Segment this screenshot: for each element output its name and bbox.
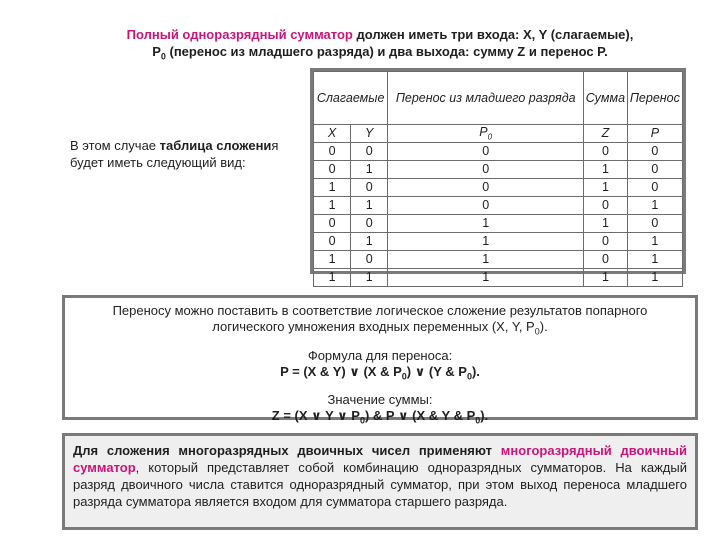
table-cell: 0	[388, 142, 584, 160]
multidigit-adder-box	[62, 433, 698, 530]
table-cell: 0	[584, 232, 628, 250]
intro-text	[60, 26, 700, 66]
table-cell: 1	[388, 232, 584, 250]
carry-formula-box	[62, 295, 698, 426]
header-carry-out: Перенос	[627, 72, 682, 125]
table-row	[314, 250, 683, 268]
multi-lead: Для сложения многоразрядных двоичных чисел применяют	[73, 443, 501, 458]
table-cell: 1	[627, 250, 682, 268]
carry-title: Формула для переноса:	[307, 347, 453, 363]
intro-text-1: должен иметь три входа: X, Y (слагаемые),	[352, 27, 634, 42]
table-cell: 1	[584, 178, 628, 196]
header-addends: Слагаемые	[314, 72, 388, 125]
table-cell: 1	[351, 196, 388, 214]
table-cell: 1	[314, 268, 351, 286]
table-cell: 1	[351, 268, 388, 286]
multi-rest: , который представляет собой комбинацию одноразрядных сумматоров. На каждый разряд двоичного числа ставится одноразрядный сумматор, при этом выход переноса младшего разряда сумматора является входом для сумматора старшего разряда.	[73, 460, 687, 509]
table-cell: 0	[584, 250, 628, 268]
table-cell: 0	[584, 142, 628, 160]
side-note-bold: таблица сложени	[159, 138, 272, 153]
table-cell: 0	[388, 196, 584, 214]
side-note: В этом случае таблица сложения будет иметь следующий вид:	[70, 138, 279, 170]
subheader-x: X	[314, 125, 351, 143]
table-cell: 1	[627, 268, 682, 286]
carry-formula: P = (X & Y) ∨ (X & $P_0$) ∨ (Y & $P_0$).	[280, 363, 480, 382]
table-cell: 1	[388, 214, 584, 232]
subheader-z: Z	[584, 125, 628, 143]
addition-table	[310, 68, 686, 284]
table-cell: 0	[388, 178, 584, 196]
table-cell: 0	[627, 160, 682, 178]
header-carry-in: Перенос из младшего разряда	[388, 72, 584, 125]
table-cell: 0	[314, 214, 351, 232]
subheader-p0: $P_0$	[388, 125, 584, 143]
table-row	[314, 268, 683, 286]
table-cell: 1	[627, 232, 682, 250]
table-cell: 1	[351, 160, 388, 178]
table-cell: 0	[627, 142, 682, 160]
table-cell: 1	[627, 196, 682, 214]
table-cell: 0	[584, 196, 628, 214]
sum-title: Значение суммы:	[327, 392, 433, 408]
table-cell: 0	[351, 142, 388, 160]
table-row	[314, 196, 683, 214]
table-cell: 1	[314, 250, 351, 268]
table-cell: 0	[388, 160, 584, 178]
table-row	[314, 232, 683, 250]
table-cell: 1	[351, 232, 388, 250]
intro-highlight: Полный одноразрядный сумматор	[126, 27, 353, 42]
table-cell: 1	[388, 250, 584, 268]
multi-highlight: многоразрядный двоичный сумматор	[73, 443, 687, 475]
subheader-p: P	[627, 125, 682, 143]
table-cell: 0	[351, 214, 388, 232]
table-cell: 0	[351, 250, 388, 268]
table-row	[314, 214, 683, 232]
table-cell: 0	[627, 178, 682, 196]
table-cell: 1	[388, 268, 584, 286]
intro-text-2: (перенос из младшего разряда) и два выхода: сумму Z и перенос P.	[165, 44, 608, 59]
table-cell: 1	[584, 160, 628, 178]
table-cell: 0	[351, 178, 388, 196]
carry-explanation: Переносу можно поставить в соответствие логическое сложение результатов попарного логического умножения входных переменных (X, Y, $P_0$).	[112, 303, 648, 337]
table-cell: 1	[584, 214, 628, 232]
sum-formula: Z = (X ∨ Y ∨ $P_0$) & P ∨ (X & Y & $P_0$).	[271, 408, 489, 426]
table-cell: 0	[627, 214, 682, 232]
intro-p0: $P_0$	[152, 44, 166, 62]
table-cell: 1	[584, 268, 628, 286]
table-row	[314, 160, 683, 178]
table-body	[314, 142, 683, 286]
table-row	[314, 178, 683, 196]
table-cell: 1	[314, 196, 351, 214]
subheader-y: Y	[351, 125, 388, 143]
table-cell: 0	[314, 232, 351, 250]
header-sum: Сумма	[584, 72, 628, 125]
table-cell: 0	[314, 160, 351, 178]
table-cell: 1	[314, 178, 351, 196]
table-cell: 0	[314, 142, 351, 160]
table-row	[314, 142, 683, 160]
